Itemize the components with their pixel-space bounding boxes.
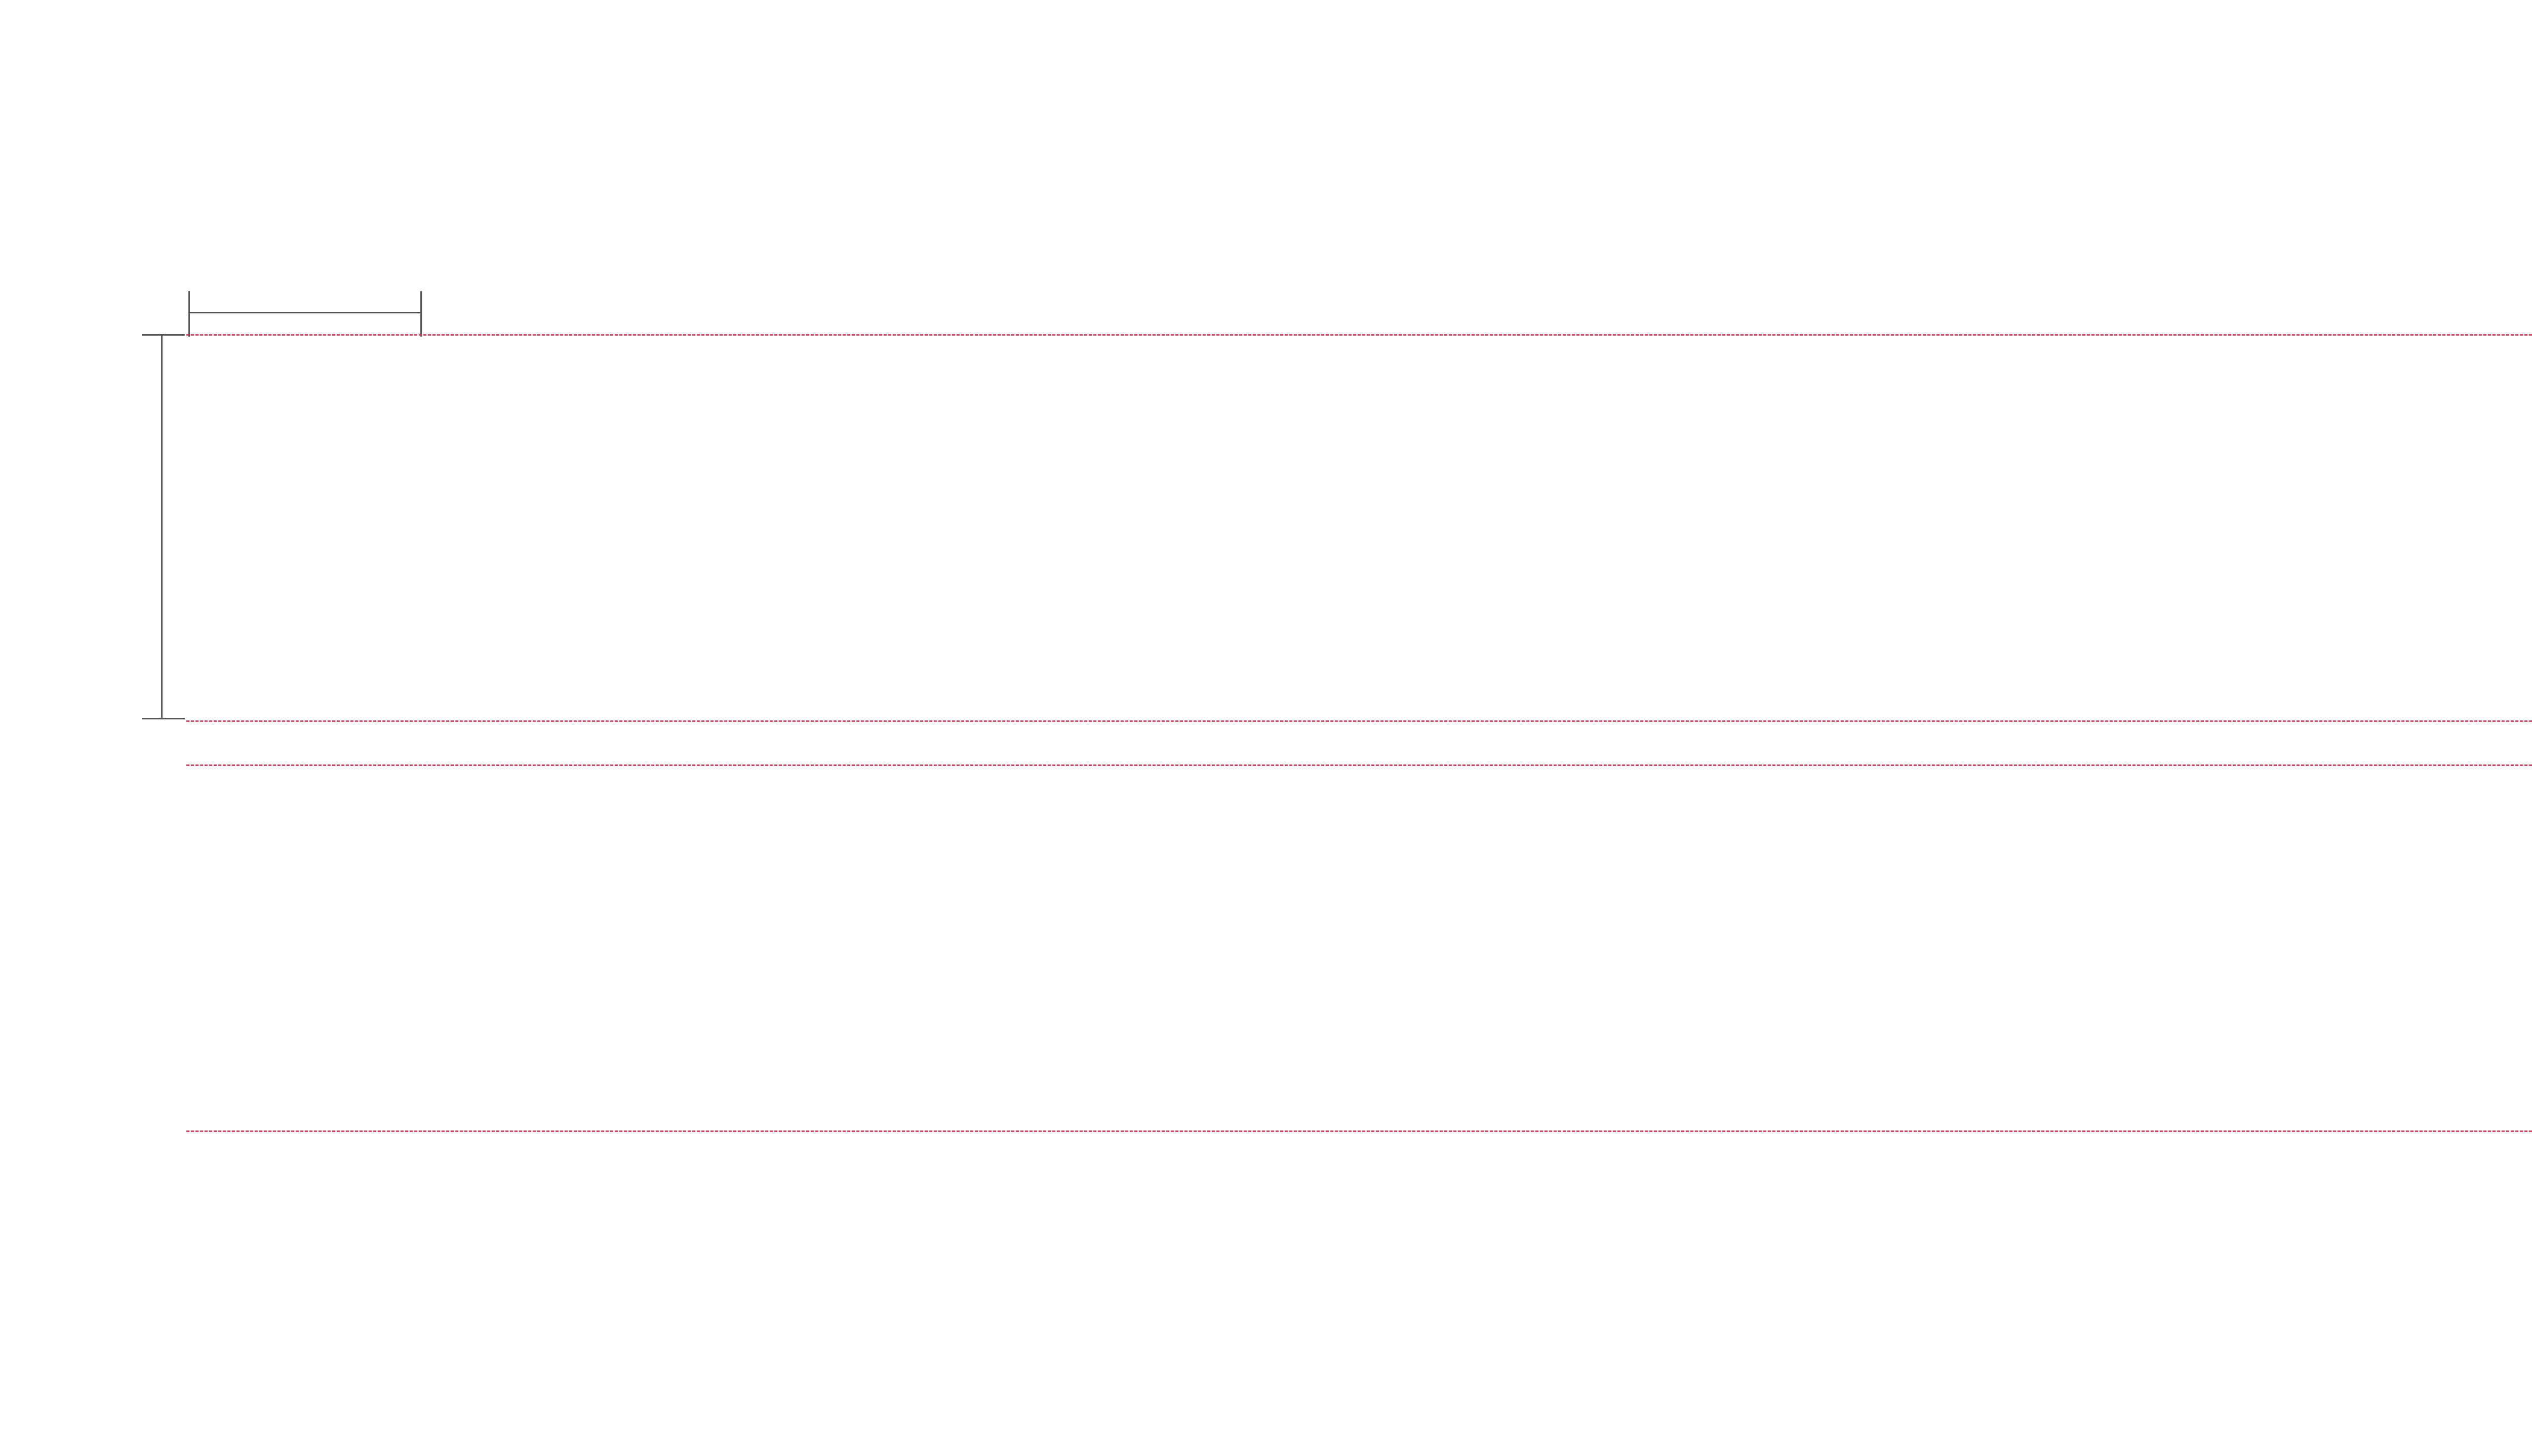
bottom-leaflet-strip <box>186 764 2532 1132</box>
width-dimension-tick-left <box>188 291 190 337</box>
top-leaflet-strip <box>186 334 2532 722</box>
width-dimension-line <box>188 312 421 313</box>
height-dimension-tick-top <box>142 334 185 336</box>
height-dimension-line <box>161 334 163 719</box>
width-dimension-tick-right <box>420 291 422 337</box>
height-dimension-tick-bottom <box>142 718 185 719</box>
